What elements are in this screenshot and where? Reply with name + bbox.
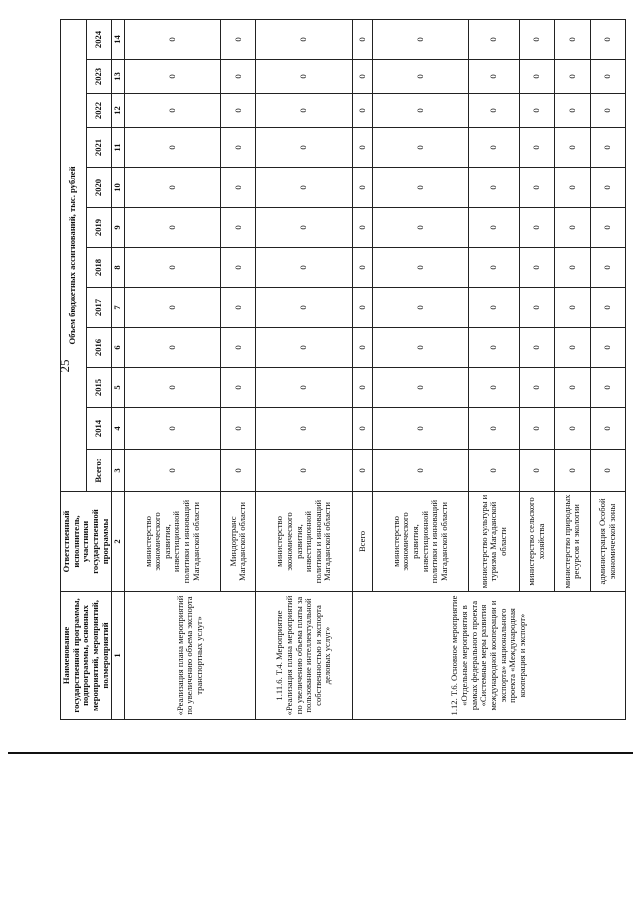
value-cell: 0 (555, 288, 590, 328)
value-cell: 0 (221, 128, 256, 168)
table-row (124, 19, 220, 719)
value-cell: 0 (221, 60, 256, 94)
value-cell: 0 (469, 94, 520, 128)
value-cell: 0 (555, 19, 590, 59)
header-year: 2017 (86, 288, 112, 328)
value-cell: 0 (469, 288, 520, 328)
row-responsible: министерство культуры и туризма Магаданской области (469, 492, 520, 592)
header-year: 2023 (86, 60, 112, 94)
value-cell: 0 (372, 128, 468, 168)
row-name: «Реализация плана мероприятий по увеличению объема экспорта транспортных услуг» (124, 592, 256, 720)
value-cell: 0 (519, 128, 554, 168)
value-cell: 0 (372, 60, 468, 94)
value-cell: 0 (352, 168, 372, 208)
value-cell: 0 (256, 450, 352, 492)
col-number: 1 (112, 592, 125, 720)
value-cell: 0 (352, 450, 372, 492)
value-cell: 0 (221, 408, 256, 450)
value-cell: 0 (124, 208, 220, 248)
header-year: 2016 (86, 328, 112, 368)
value-cell: 0 (519, 368, 554, 408)
row-responsible: Всего (352, 492, 372, 592)
value-cell: 0 (352, 248, 372, 288)
value-cell: 0 (221, 368, 256, 408)
header-year: 2019 (86, 208, 112, 248)
col-number: 9 (112, 208, 125, 248)
header-year: 2018 (86, 248, 112, 288)
row-responsible: министерство экономического развития, инвестиционной политики и инноваций Магаданской области (372, 492, 468, 592)
value-cell: 0 (372, 408, 468, 450)
value-cell: 0 (469, 450, 520, 492)
value-cell: 0 (352, 408, 372, 450)
value-cell: 0 (519, 168, 554, 208)
value-cell: 0 (124, 248, 220, 288)
value-cell: 0 (221, 19, 256, 59)
col-number: 3 (112, 450, 125, 492)
value-cell: 0 (555, 450, 590, 492)
value-cell: 0 (124, 328, 220, 368)
value-cell: 0 (469, 328, 520, 368)
value-cell: 0 (555, 60, 590, 94)
value-cell: 0 (372, 288, 468, 328)
value-cell: 0 (519, 60, 554, 94)
value-cell: 0 (590, 450, 625, 492)
value-cell: 0 (352, 288, 372, 328)
value-cell: 0 (221, 288, 256, 328)
header-year: 2024 (86, 19, 112, 59)
col-number: 14 (112, 19, 125, 59)
value-cell: 0 (221, 450, 256, 492)
value-cell: 0 (124, 408, 220, 450)
value-cell: 0 (352, 368, 372, 408)
value-cell: 0 (256, 248, 352, 288)
value-cell: 0 (590, 60, 625, 94)
value-cell: 0 (256, 288, 352, 328)
value-cell: 0 (352, 208, 372, 248)
value-cell: 0 (469, 19, 520, 59)
row-responsible: министерство экономического развития, инвестиционной политики и инноваций Магаданской области (124, 492, 220, 592)
row-responsible: Миндортранс Магаданской области (221, 492, 256, 592)
value-cell: 0 (590, 94, 625, 128)
header-responsible: Ответственный исполнитель, участники государственной программы (61, 492, 112, 592)
value-cell: 0 (590, 128, 625, 168)
col-number: 2 (112, 492, 125, 592)
header-year: 2020 (86, 168, 112, 208)
col-number: 7 (112, 288, 125, 328)
value-cell: 0 (590, 19, 625, 59)
value-cell: 0 (519, 450, 554, 492)
value-cell: 0 (372, 168, 468, 208)
value-cell: 0 (555, 168, 590, 208)
rotated-table-wrapper (60, 20, 617, 720)
value-cell: 0 (124, 128, 220, 168)
value-cell: 0 (221, 94, 256, 128)
value-cell: 0 (221, 328, 256, 368)
value-cell: 0 (256, 168, 352, 208)
value-cell: 0 (555, 248, 590, 288)
value-cell: 0 (352, 128, 372, 168)
row-responsible: министерство экономического развития, инвестиционной политики и инноваций Магаданской области (256, 492, 352, 592)
value-cell: 0 (590, 168, 625, 208)
row-responsible: министерство природных ресурсов и экологии (555, 492, 590, 592)
value-cell: 0 (124, 60, 220, 94)
value-cell: 0 (519, 208, 554, 248)
value-cell: 0 (469, 128, 520, 168)
value-cell: 0 (124, 19, 220, 59)
value-cell: 0 (519, 19, 554, 59)
value-cell: 0 (124, 168, 220, 208)
col-number: 11 (112, 128, 125, 168)
value-cell: 0 (469, 168, 520, 208)
value-cell: 0 (256, 94, 352, 128)
value-cell: 0 (519, 248, 554, 288)
header-year: 2015 (86, 368, 112, 408)
table-row (256, 19, 352, 719)
value-cell: 0 (469, 408, 520, 450)
value-cell: 0 (555, 328, 590, 368)
value-cell: 0 (352, 94, 372, 128)
value-cell: 0 (372, 94, 468, 128)
col-number: 6 (112, 328, 125, 368)
value-cell: 0 (372, 19, 468, 59)
value-cell: 0 (555, 128, 590, 168)
col-number: 13 (112, 60, 125, 94)
row-name: 1.12. Т.6. Основное мероприятие «Отдельные мероприятия в рамках федерального проекта «Системные меры развития международной кооперации и экспорта» национального проекта «Международная кооперация и экспорт» (352, 592, 625, 720)
value-cell: 0 (221, 248, 256, 288)
page-number: 25 (57, 359, 72, 373)
value-cell: 0 (352, 60, 372, 94)
value-cell: 0 (469, 208, 520, 248)
col-number: 12 (112, 94, 125, 128)
value-cell: 0 (256, 19, 352, 59)
value-cell: 0 (352, 19, 372, 59)
value-cell: 0 (256, 208, 352, 248)
value-cell: 0 (352, 328, 372, 368)
value-cell: 0 (221, 208, 256, 248)
value-cell: 0 (590, 288, 625, 328)
header-row-numbers (112, 19, 125, 719)
value-cell: 0 (372, 450, 468, 492)
value-cell: 0 (256, 60, 352, 94)
header-total: Всего: (86, 450, 112, 492)
header-budget: Объем бюджетных ассигнований, тыс. рублей (61, 19, 87, 491)
value-cell: 0 (519, 288, 554, 328)
value-cell: 0 (469, 60, 520, 94)
header-year: 2021 (86, 128, 112, 168)
value-cell: 0 (590, 328, 625, 368)
value-cell: 0 (372, 248, 468, 288)
header-year: 2022 (86, 94, 112, 128)
page-divider-line (8, 752, 633, 754)
value-cell: 0 (256, 408, 352, 450)
header-year: 2014 (86, 408, 112, 450)
value-cell: 0 (590, 248, 625, 288)
budget-table (60, 19, 626, 720)
value-cell: 0 (590, 408, 625, 450)
value-cell: 0 (555, 408, 590, 450)
row-responsible: администрация Особой экономической зоны (590, 492, 625, 592)
value-cell: 0 (590, 208, 625, 248)
header-row-main (61, 19, 87, 719)
col-number: 10 (112, 168, 125, 208)
value-cell: 0 (469, 368, 520, 408)
value-cell: 0 (555, 368, 590, 408)
value-cell: 0 (372, 368, 468, 408)
value-cell: 0 (256, 368, 352, 408)
value-cell: 0 (372, 328, 468, 368)
value-cell: 0 (124, 288, 220, 328)
table-row (352, 19, 372, 719)
col-number: 8 (112, 248, 125, 288)
row-name: 1.11.6. Т.4. Мероприятие «Реализация плана мероприятий по увеличению объема платы за пользование интеллектуальной собственностью и экспорта деловых услуг» (256, 592, 352, 720)
value-cell: 0 (555, 94, 590, 128)
value-cell: 0 (256, 128, 352, 168)
value-cell: 0 (519, 408, 554, 450)
value-cell: 0 (124, 450, 220, 492)
value-cell: 0 (590, 368, 625, 408)
value-cell: 0 (519, 328, 554, 368)
value-cell: 0 (221, 168, 256, 208)
col-number: 4 (112, 408, 125, 450)
header-name: Наименование государственной программы, подпрограммы, основных мероприятий, мероприятий, полмероприятий (61, 592, 112, 720)
value-cell: 0 (124, 94, 220, 128)
value-cell: 0 (256, 328, 352, 368)
row-responsible: министерство сельского хозяйства (519, 492, 554, 592)
value-cell: 0 (124, 368, 220, 408)
col-number: 5 (112, 368, 125, 408)
value-cell: 0 (469, 248, 520, 288)
value-cell: 0 (555, 208, 590, 248)
value-cell: 0 (519, 94, 554, 128)
value-cell: 0 (372, 208, 468, 248)
